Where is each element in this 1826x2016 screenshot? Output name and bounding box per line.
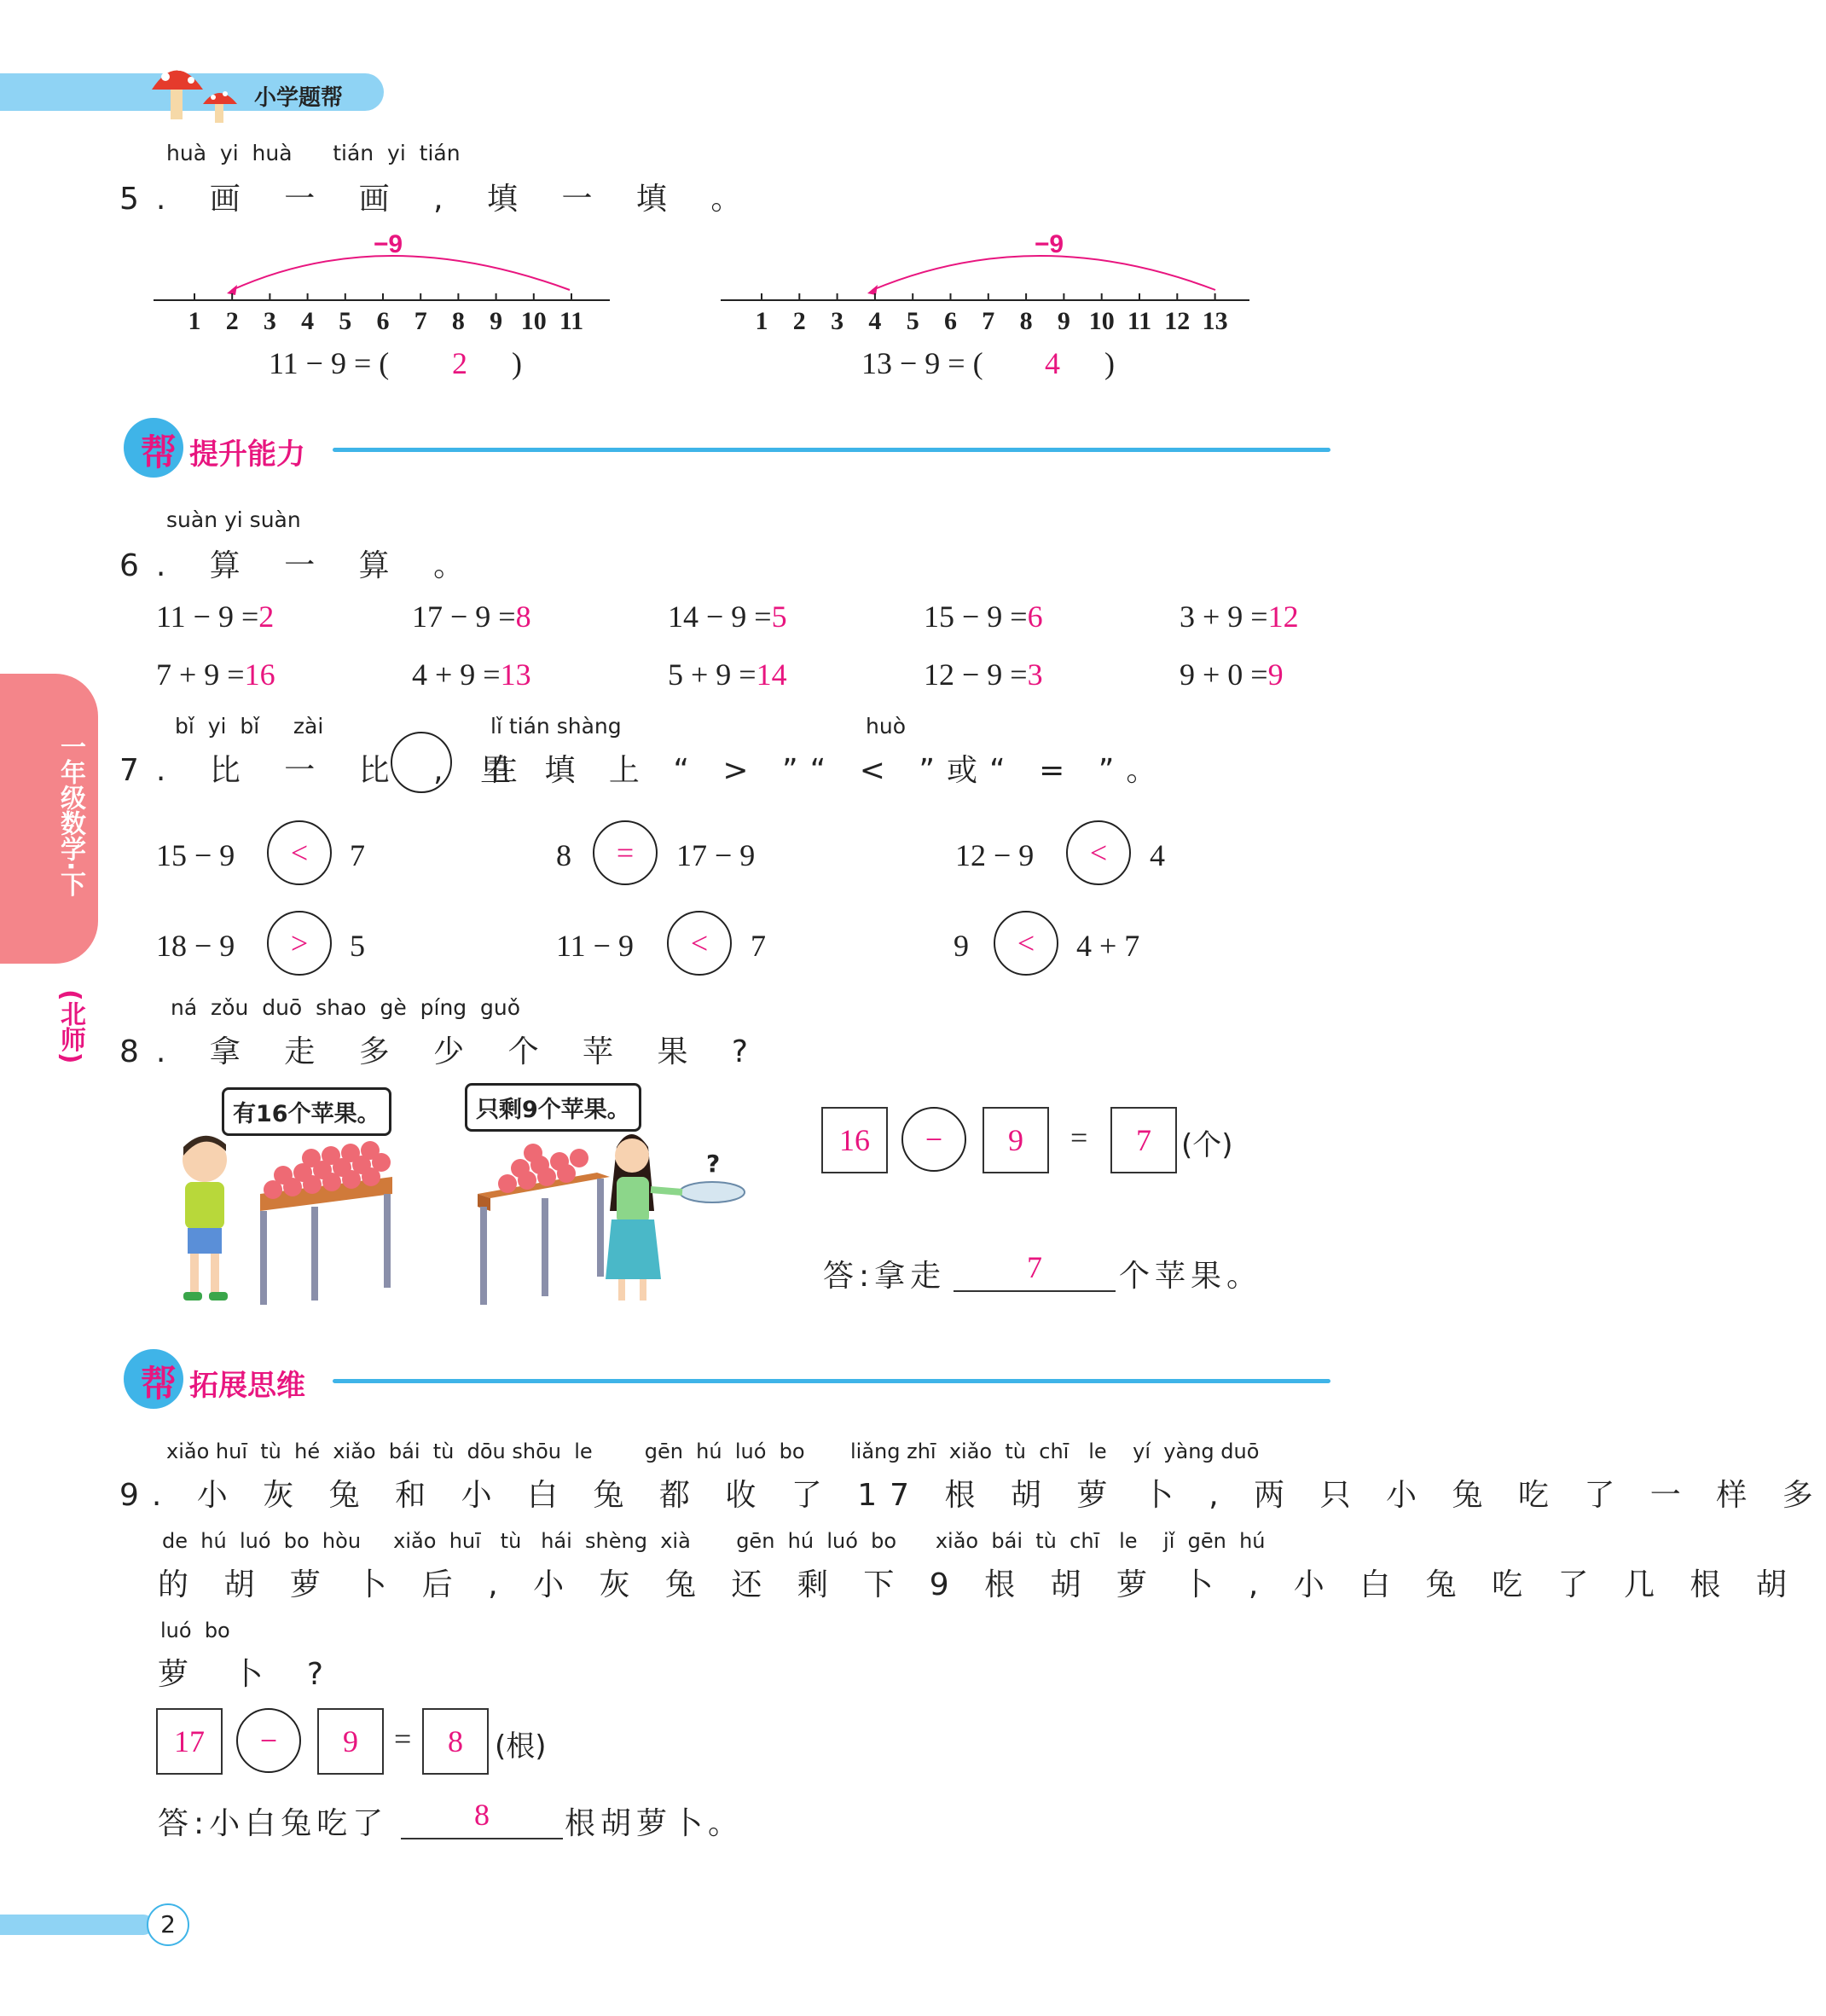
q8-op-circle[interactable]: − xyxy=(901,1107,966,1172)
q6-problem xyxy=(668,657,787,692)
q6-question: 7 + 9 = xyxy=(156,658,245,692)
page-number: 2 xyxy=(147,1903,189,1946)
q7-right-expr: 17 − 9 xyxy=(676,838,756,872)
q7-pinyin-a: bǐ yi bǐ zài xyxy=(175,714,324,739)
number-line-2 xyxy=(712,222,1258,341)
q8-unit: (个) xyxy=(1181,1128,1233,1162)
q7-title-circle xyxy=(391,732,452,793)
tick-label: 3 xyxy=(263,307,276,335)
tick-label: 5 xyxy=(906,307,919,335)
q9-answer-suffix: 根胡萝卜。 xyxy=(565,1806,745,1841)
brand-title: 小学题帮 xyxy=(254,85,344,111)
q6-answer[interactable]: 8 xyxy=(515,600,531,634)
tick-label: 8 xyxy=(451,307,465,335)
q6-question: 14 − 9 = xyxy=(668,600,772,634)
q9-line1: 9. 小 灰 兔 和 小 白 兔 都 收 了 17 根 胡 萝 卜 , 两 只 小 兔 吃 了 一 样 多 xyxy=(119,1478,1826,1513)
q9-box-result[interactable]: 8 xyxy=(422,1708,489,1775)
tick-label: 5 xyxy=(339,307,352,335)
q7-compare-circle[interactable]: < xyxy=(267,820,332,885)
q5-line2-jump: −9 xyxy=(1034,230,1064,258)
tick-label: 2 xyxy=(792,307,806,335)
q7-pinyin-c: huò xyxy=(866,714,906,739)
section1-title: 提升能力 xyxy=(189,437,305,472)
section2-line xyxy=(333,1379,1330,1383)
tick-label: 3 xyxy=(831,307,844,335)
q5-eq1-left: 11 − 9 = ( xyxy=(269,346,390,380)
q6-answer[interactable]: 16 xyxy=(244,658,275,692)
q6-question: 4 + 9 = xyxy=(412,658,501,692)
side-tab-grade: 一年级数学·下 xyxy=(55,733,85,897)
q9-line3: 萝 卜 ? xyxy=(158,1657,340,1692)
tick-label: 10 xyxy=(1088,307,1115,335)
footer-bar xyxy=(0,1915,154,1935)
q7-compare-circle[interactable]: < xyxy=(994,911,1058,976)
tick-label: 8 xyxy=(1019,307,1033,335)
question-mark: ? xyxy=(706,1150,721,1178)
tick-label: 4 xyxy=(301,307,315,335)
tick-label: 1 xyxy=(755,307,768,335)
q8-answer-suffix: 个苹果。 xyxy=(1119,1259,1263,1294)
q5-line1-jump: −9 xyxy=(373,230,403,258)
q6-problem xyxy=(668,599,787,634)
q5-eq2-answer: 4 xyxy=(1045,346,1060,380)
q7-compare-circle[interactable]: > xyxy=(267,911,332,976)
q7-left-expr: 12 − 9 xyxy=(955,838,1035,872)
q6-problem xyxy=(156,657,275,692)
q6-problem xyxy=(924,657,1043,692)
tick-label: 11 xyxy=(1127,307,1152,335)
q9-equals: = xyxy=(394,1722,412,1756)
q8-answer-blank[interactable]: 7 xyxy=(954,1249,1116,1292)
q7-compare-circle[interactable]: < xyxy=(667,911,732,976)
q7-right-expr: 7 xyxy=(350,838,365,872)
number-line-1 xyxy=(145,222,623,341)
q6-problem xyxy=(1180,657,1284,692)
tick-label: 13 xyxy=(1202,307,1228,335)
q8-title: 8. 拿 走 多 少 个 苹 果 ? xyxy=(119,1034,766,1069)
tick-label: 10 xyxy=(520,307,547,335)
tick-label: 7 xyxy=(982,307,995,335)
q5-eq2-right: ) xyxy=(1104,346,1115,380)
q7-compare-circle[interactable]: < xyxy=(1066,820,1131,885)
q5-pinyin: huà yi huà tián yi tián xyxy=(166,141,461,165)
q6-answer[interactable]: 6 xyxy=(1027,600,1043,634)
q9-unit: (根) xyxy=(495,1729,547,1764)
q8-pinyin: ná zǒu duō shao gè píng guǒ xyxy=(171,995,521,1020)
q7-right-expr: 4 xyxy=(1150,838,1165,872)
q7-left-expr: 8 xyxy=(556,838,571,872)
section2-title: 拓展思维 xyxy=(189,1369,305,1403)
tick-label: 6 xyxy=(944,307,957,335)
q7-compare-circle[interactable]: = xyxy=(593,820,658,885)
q5-title: 5. 画 一 画 , 填 一 填 。 xyxy=(119,182,759,217)
q6-question: 11 − 9 = xyxy=(156,600,259,634)
bubble-boy: 有16个苹果。 xyxy=(222,1087,391,1136)
tick-label: 9 xyxy=(490,307,503,335)
tick-label: 6 xyxy=(376,307,390,335)
q7-left-expr: 9 xyxy=(954,929,969,963)
tick-label: 9 xyxy=(1057,307,1070,335)
q5-eq1-answer: 2 xyxy=(452,346,467,380)
q6-problem xyxy=(156,599,274,634)
q6-answer[interactable]: 5 xyxy=(771,600,787,634)
q6-answer[interactable]: 9 xyxy=(1267,658,1284,692)
section1-line xyxy=(333,448,1330,452)
q6-question: 15 − 9 = xyxy=(924,600,1028,634)
tick-label: 1 xyxy=(188,307,201,335)
q7-title-a: 7. 比 一 比 , 在 xyxy=(119,753,536,788)
q6-pinyin: suàn yi suàn xyxy=(166,507,301,532)
q6-problem xyxy=(412,599,531,634)
q9-answer-blank[interactable]: 8 xyxy=(401,1797,563,1839)
q9-pinyin1: xiǎo huī tù hé xiǎo bái tù dōu shōu le gēn hú luó bo liǎng zhī xiǎo tù chī le yí yàng duō xyxy=(166,1440,1260,1463)
q9-pinyin2: de hú luó bo hòu xiǎo huī tù hái shèng xià gēn hú luó bo xiǎo bái tù chī le jǐ gēn hú xyxy=(162,1529,1266,1553)
q9-box-a[interactable]: 17 xyxy=(156,1708,223,1775)
section2-bang: 帮 xyxy=(141,1363,177,1405)
q8-box-b[interactable]: 9 xyxy=(983,1107,1049,1173)
q6-answer[interactable]: 2 xyxy=(258,600,275,634)
q6-answer[interactable]: 3 xyxy=(1027,658,1043,692)
q6-answer[interactable]: 14 xyxy=(756,658,787,692)
q6-answer[interactable]: 12 xyxy=(1267,600,1299,634)
q8-answer-prefix: 答:拿走 xyxy=(823,1259,947,1294)
tick-label: 4 xyxy=(868,307,882,335)
q6-question: 17 − 9 = xyxy=(412,600,516,634)
q7-right-expr: 7 xyxy=(751,929,766,963)
q6-question: 5 + 9 = xyxy=(668,658,756,692)
q6-question: 9 + 0 = xyxy=(1180,658,1268,692)
q7-left-expr: 18 − 9 xyxy=(156,929,235,963)
q8-box-a[interactable]: 16 xyxy=(821,1107,888,1173)
q8-equals: = xyxy=(1070,1121,1088,1155)
q6-answer[interactable]: 13 xyxy=(500,658,531,692)
q9-line2: 的 胡 萝 卜 后 , 小 灰 兔 还 剩 下 9 根 胡 萝 卜 , 小 白 兔 吃 了 几 根 胡 xyxy=(158,1567,1800,1602)
tick-label: 12 xyxy=(1164,307,1191,335)
q9-answer-prefix: 答:小白兔吃了 xyxy=(158,1806,389,1841)
q7-left-expr: 15 − 9 xyxy=(156,838,235,872)
side-tab-edition: (北师) xyxy=(55,989,85,1064)
q6-question: 3 + 9 = xyxy=(1180,600,1268,634)
tick-label: 2 xyxy=(225,307,239,335)
tick-label: 7 xyxy=(414,307,427,335)
q7-pinyin-b: lǐ tián shàng xyxy=(490,714,622,739)
q7-left-expr: 11 − 9 xyxy=(556,929,634,963)
q7-right-expr: 5 xyxy=(350,929,365,963)
q5-eq1-right: ) xyxy=(512,346,522,380)
q8-box-result[interactable]: 7 xyxy=(1110,1107,1177,1173)
q9-op-circle[interactable]: − xyxy=(236,1708,301,1773)
bubble-girl: 只剩9个苹果。 xyxy=(465,1083,641,1132)
section1-bang: 帮 xyxy=(141,432,177,473)
q5-eq2-left: 13 − 9 = ( xyxy=(861,346,983,380)
q6-problem xyxy=(412,657,531,692)
apples-illustration xyxy=(166,1126,780,1322)
tick-label: 11 xyxy=(559,307,584,335)
q7-right-expr: 4 + 7 xyxy=(1076,929,1140,963)
q7-title-b: 里 填 上 “ > ”“ < ”或“ = ”。 xyxy=(480,753,1169,788)
q9-pinyin3: luó bo xyxy=(160,1619,230,1642)
q9-box-b[interactable]: 9 xyxy=(317,1708,384,1775)
mushroom-logo xyxy=(145,51,247,132)
q6-problem xyxy=(1180,599,1299,634)
q6-question: 12 − 9 = xyxy=(924,658,1028,692)
q6-problem xyxy=(924,599,1043,634)
q6-title: 6. 算 一 算 。 xyxy=(119,548,482,583)
